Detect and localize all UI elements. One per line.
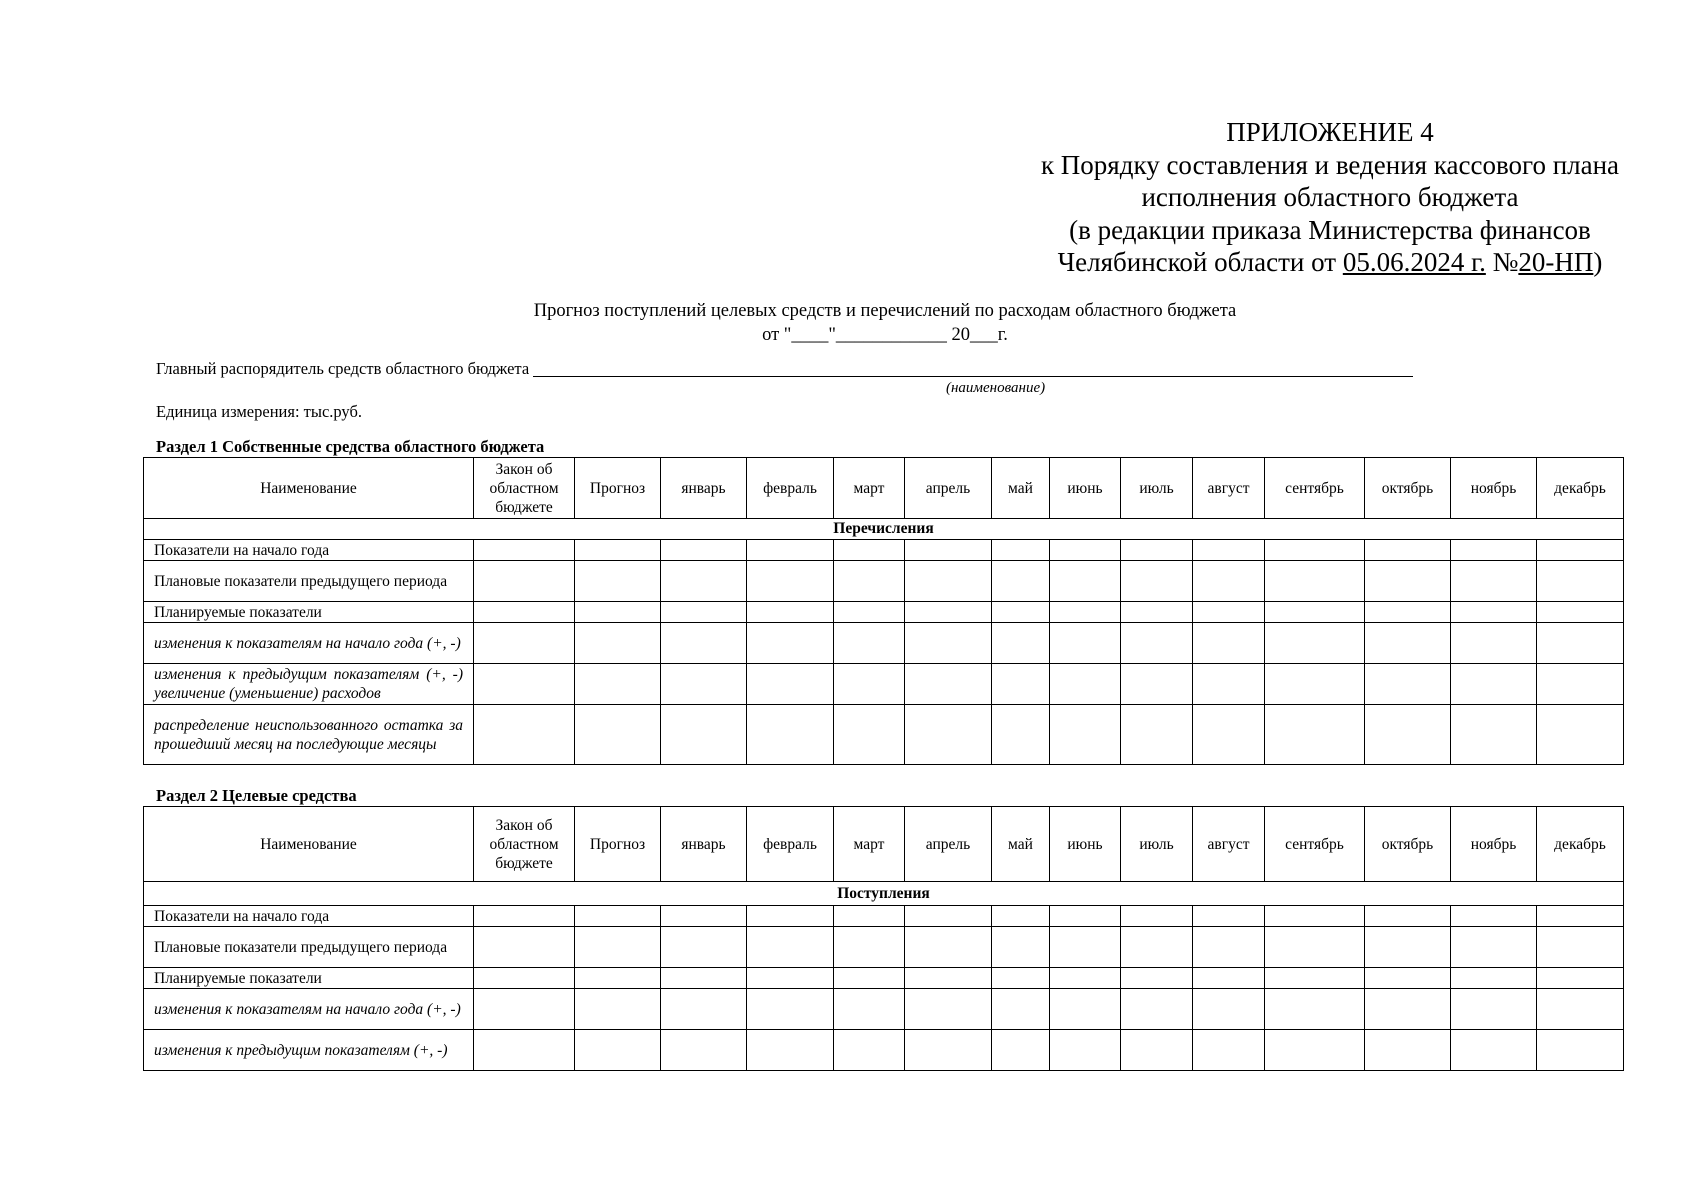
table-cell: [1537, 623, 1624, 664]
table-cell: [661, 540, 747, 561]
column-header: декабрь: [1537, 458, 1624, 519]
table-cell: [1121, 540, 1193, 561]
section-2-title: Раздел 2 Целевые средства: [156, 786, 357, 805]
table-cell: [905, 540, 992, 561]
table-header-row: [144, 458, 1624, 519]
table-cell: [474, 602, 575, 623]
table-cell: [747, 623, 834, 664]
table-cell: [474, 623, 575, 664]
table-row: [144, 561, 1624, 602]
table-cell: [747, 1030, 834, 1071]
table-cell: [1537, 705, 1624, 765]
table-cell: [474, 664, 575, 705]
row-label: изменения к показателям на начало года (+, -): [144, 989, 474, 1030]
table-cell: [834, 602, 905, 623]
column-header: февраль: [747, 807, 834, 882]
table-cell: [747, 927, 834, 968]
table-cell: [474, 561, 575, 602]
table-cell: [1050, 989, 1121, 1030]
table-cell: [1365, 968, 1451, 989]
table-cell: [1365, 1030, 1451, 1071]
table-cell: [1451, 623, 1537, 664]
table-cell: [1265, 540, 1365, 561]
table-cell: [1365, 927, 1451, 968]
table-cell: [747, 989, 834, 1030]
appendix-line-1: к Порядку составления и ведения кассового плана: [1040, 149, 1620, 180]
table-cell: [1537, 906, 1624, 927]
table-cell: [661, 602, 747, 623]
table-cell: [661, 989, 747, 1030]
table-cell: [1537, 927, 1624, 968]
table-cell: [1265, 561, 1365, 602]
row-label: изменения к предыдущим показателям (+, -): [144, 1030, 474, 1071]
table-cell: [1365, 602, 1451, 623]
table-cell: [661, 561, 747, 602]
table-cell: [992, 602, 1050, 623]
section-1-title: Раздел 1 Собственные средства областного бюджета: [156, 437, 545, 456]
table-cell: [1050, 664, 1121, 705]
column-header: февраль: [747, 458, 834, 519]
row-label: Показатели на начало года: [144, 906, 474, 927]
table-cell: [747, 968, 834, 989]
column-header: май: [992, 807, 1050, 882]
table-cell: [1451, 989, 1537, 1030]
appendix-line-4-prefix: Челябинской области от: [1057, 247, 1337, 277]
table-cell: [575, 540, 661, 561]
table-cell: [834, 623, 905, 664]
table-cell: [1537, 602, 1624, 623]
table-cell: [905, 989, 992, 1030]
column-header: ноябрь: [1451, 458, 1537, 519]
table-cell: [1451, 561, 1537, 602]
table-cell: [1365, 989, 1451, 1030]
column-header: Наименование: [144, 807, 474, 882]
table-cell: [1121, 1030, 1193, 1071]
table-cell: [575, 623, 661, 664]
table-cell: [747, 705, 834, 765]
column-header: январь: [661, 807, 747, 882]
table-cell: [1050, 1030, 1121, 1071]
table-cell: [1365, 664, 1451, 705]
table-cell: [905, 561, 992, 602]
table-row: [144, 602, 1624, 623]
table-cell: [834, 664, 905, 705]
table-cell: [905, 664, 992, 705]
table-cell: [661, 664, 747, 705]
table-cell: [661, 906, 747, 927]
table-header-row: [144, 807, 1624, 882]
table-cell: [1121, 968, 1193, 989]
table-row: [144, 906, 1624, 927]
table-cell: [1193, 561, 1265, 602]
manager-line: [156, 359, 1413, 379]
table-cell: [1121, 906, 1193, 927]
table-cell: [1451, 968, 1537, 989]
column-header: июль: [1121, 458, 1193, 519]
table-cell: [992, 623, 1050, 664]
table-cell: [1365, 623, 1451, 664]
section-1-table: [143, 457, 1624, 765]
row-label: Плановые показатели предыдущего периода: [144, 561, 474, 602]
column-header: декабрь: [1537, 807, 1624, 882]
table-cell: [1193, 602, 1265, 623]
table-cell: [1537, 561, 1624, 602]
table-cell: [575, 906, 661, 927]
table-cell: [1050, 561, 1121, 602]
table-cell: [992, 561, 1050, 602]
table-cell: [1193, 989, 1265, 1030]
table-cell: [992, 927, 1050, 968]
table-cell: [474, 705, 575, 765]
table-cell: [1265, 623, 1365, 664]
table-cell: [661, 1030, 747, 1071]
table-cell: [1537, 1030, 1624, 1071]
table-row: [144, 664, 1624, 705]
row-label: изменения к показателям на начало года (+, -): [144, 623, 474, 664]
table-cell: [1193, 906, 1265, 927]
table-cell: [661, 968, 747, 989]
table-cell: [747, 664, 834, 705]
table-cell: [1050, 540, 1121, 561]
table-cell: [834, 906, 905, 927]
table-cell: [1121, 561, 1193, 602]
table-cell: [1537, 540, 1624, 561]
table-cell: [834, 1030, 905, 1071]
table-cell: [1050, 602, 1121, 623]
table-cell: [575, 927, 661, 968]
table-cell: [992, 1030, 1050, 1071]
table-cell: [1050, 968, 1121, 989]
table-cell: [1451, 906, 1537, 927]
table-cell: [905, 705, 992, 765]
table-cell: [1193, 623, 1265, 664]
table-cell: [905, 623, 992, 664]
table-cell: [1050, 705, 1121, 765]
table-cell: [1193, 540, 1265, 561]
close-paren: ): [1593, 247, 1603, 277]
table-cell: [1121, 664, 1193, 705]
table-cell: [1265, 705, 1365, 765]
column-header: Прогноз: [575, 458, 661, 519]
table-cell: [661, 927, 747, 968]
table-row: [144, 989, 1624, 1030]
table-cell: [575, 1030, 661, 1071]
table-cell: [992, 664, 1050, 705]
form-date-line: от "____"____________ 20___г.: [762, 325, 1008, 345]
column-header: июль: [1121, 807, 1193, 882]
column-header: январь: [661, 458, 747, 519]
column-header: август: [1193, 458, 1265, 519]
table-cell: [1537, 989, 1624, 1030]
column-header: май: [992, 458, 1050, 519]
table-cell: [1265, 664, 1365, 705]
table-cell: [474, 989, 575, 1030]
table-cell: [1451, 705, 1537, 765]
table-cell: [992, 540, 1050, 561]
table-cell: [905, 927, 992, 968]
table-cell: [1265, 927, 1365, 968]
table-cell: [992, 989, 1050, 1030]
table-cell: [1451, 602, 1537, 623]
table-cell: [1193, 664, 1265, 705]
row-label: изменения к предыдущим показателям (+, -) увеличение (уменьшение) расходов: [144, 664, 474, 705]
table-cell: [575, 705, 661, 765]
table-cell: [1265, 602, 1365, 623]
table-cell: [992, 968, 1050, 989]
column-header: октябрь: [1365, 807, 1451, 882]
table-cell: [1451, 1030, 1537, 1071]
table-cell: [474, 1030, 575, 1071]
table-cell: [1265, 989, 1365, 1030]
column-header: март: [834, 458, 905, 519]
table-cell: [1050, 927, 1121, 968]
table-cell: [1365, 705, 1451, 765]
unit-line: Единица измерения: тыс.руб.: [156, 402, 362, 421]
manager-fill-line: [533, 360, 1413, 377]
row-label: Планируемые показатели: [144, 968, 474, 989]
table-cell: [1365, 906, 1451, 927]
table-cell: [1193, 1030, 1265, 1071]
table-cell: [1265, 968, 1365, 989]
order-date: 05.06.2024 г.: [1342, 247, 1486, 277]
column-header: Наименование: [144, 458, 474, 519]
table-cell: [905, 602, 992, 623]
table-cell: [474, 927, 575, 968]
table-cell: [1121, 927, 1193, 968]
row-label: распределение неиспользованного остатка за прошедший месяц на последующие месяцы: [144, 705, 474, 765]
group-row: [144, 519, 1624, 540]
table-cell: [1265, 1030, 1365, 1071]
row-label: Плановые показатели предыдущего периода: [144, 927, 474, 968]
table-cell: [575, 602, 661, 623]
table-row: [144, 968, 1624, 989]
table-cell: [1193, 968, 1265, 989]
table-cell: [1193, 927, 1265, 968]
column-header: сентябрь: [1265, 807, 1365, 882]
table-cell: [661, 623, 747, 664]
appendix-line-3: (в редакции приказа Министерства финансов: [1069, 214, 1591, 245]
column-header: март: [834, 807, 905, 882]
table-cell: [747, 540, 834, 561]
table-cell: [747, 602, 834, 623]
table-cell: [1451, 540, 1537, 561]
number-sign: №: [1492, 247, 1519, 277]
table-cell: [575, 561, 661, 602]
manager-label: Главный распорядитель средств областного бюджета: [156, 359, 530, 378]
column-header: ноябрь: [1451, 807, 1537, 882]
table-row: [144, 705, 1624, 765]
column-header: октябрь: [1365, 458, 1451, 519]
column-header: сентябрь: [1265, 458, 1365, 519]
table-row: [144, 927, 1624, 968]
table-cell: [474, 968, 575, 989]
table-row: [144, 540, 1624, 561]
group-row: [144, 882, 1624, 906]
group-header-receipts: Поступления: [144, 882, 1624, 906]
table-row: [144, 623, 1624, 664]
row-label: Показатели на начало года: [144, 540, 474, 561]
table-cell: [747, 561, 834, 602]
table-cell: [661, 705, 747, 765]
table-cell: [1121, 705, 1193, 765]
table-cell: [992, 906, 1050, 927]
column-header: апрель: [905, 458, 992, 519]
table-cell: [1050, 623, 1121, 664]
name-hint: (наименование): [946, 380, 1046, 396]
form-title: Прогноз поступлений целевых средств и перечислений по расходам областного бюджета: [533, 301, 1237, 321]
group-header-transfers: Перечисления: [144, 519, 1624, 540]
table-cell: [1537, 664, 1624, 705]
table-cell: [834, 540, 905, 561]
table-cell: [575, 664, 661, 705]
appendix-header: [990, 116, 1670, 279]
table-cell: [834, 989, 905, 1030]
table-cell: [474, 906, 575, 927]
table-cell: [905, 906, 992, 927]
table-cell: [834, 927, 905, 968]
table-cell: [575, 968, 661, 989]
table-cell: [1451, 927, 1537, 968]
table-cell: [1121, 623, 1193, 664]
table-cell: [834, 968, 905, 989]
table-cell: [992, 705, 1050, 765]
column-header: август: [1193, 807, 1265, 882]
table-cell: [1451, 664, 1537, 705]
table-cell: [834, 705, 905, 765]
column-header: Закон об областном бюджете: [474, 807, 575, 882]
table-cell: [1193, 705, 1265, 765]
column-header: Закон об областном бюджете: [474, 458, 575, 519]
table-cell: [474, 540, 575, 561]
column-header: апрель: [905, 807, 992, 882]
order-number: 20-НП: [1518, 247, 1594, 277]
table-cell: [747, 906, 834, 927]
table-cell: [1121, 989, 1193, 1030]
column-header: Прогноз: [575, 807, 661, 882]
table-cell: [834, 561, 905, 602]
table-cell: [1365, 540, 1451, 561]
appendix-line-4: [990, 246, 1670, 279]
column-header: июнь: [1050, 458, 1121, 519]
table-cell: [905, 1030, 992, 1071]
appendix-title: ПРИЛОЖЕНИЕ 4: [1226, 117, 1434, 147]
column-header: июнь: [1050, 807, 1121, 882]
row-label: Планируемые показатели: [144, 602, 474, 623]
section-2-table: [143, 806, 1624, 1071]
table-cell: [1537, 968, 1624, 989]
table-cell: [1365, 561, 1451, 602]
table-cell: [1265, 906, 1365, 927]
table-row: [144, 1030, 1624, 1071]
appendix-line-2: исполнения областного бюджета: [1141, 182, 1519, 212]
table-cell: [1121, 602, 1193, 623]
table-cell: [905, 968, 992, 989]
table-cell: [575, 989, 661, 1030]
table-cell: [1050, 906, 1121, 927]
